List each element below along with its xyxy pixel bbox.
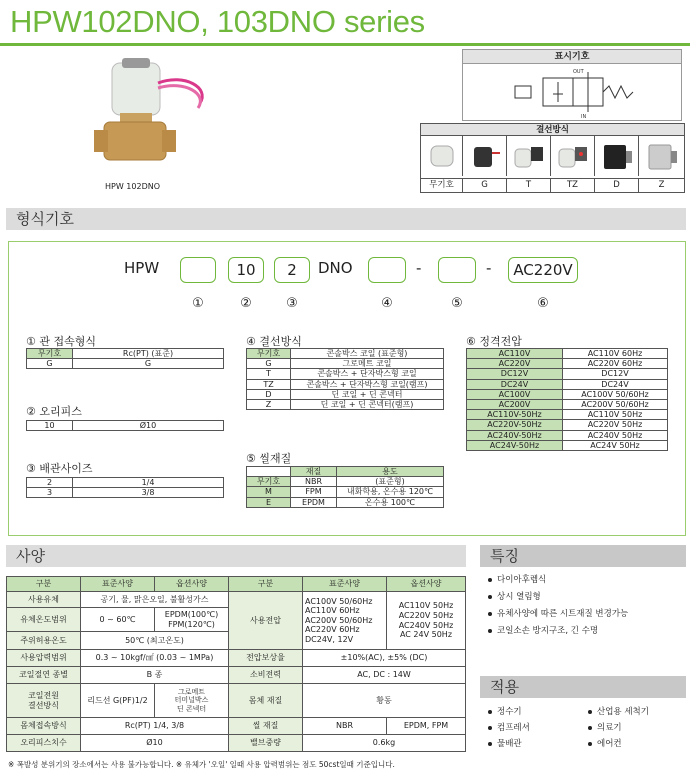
spec-voltage-std-2: AC110V 60Hz [305,606,360,616]
t6-r10c1: AC24V-50Hz [467,440,563,450]
coil-label-z: Z [658,180,665,190]
t1-h2: Rc(PT) (표준) [73,349,224,359]
t4-r3c1: T [247,369,291,379]
spec-r6-label-1: 코일전원 [28,690,59,700]
symbol-out-label: OUT [573,69,584,75]
app-item: 정수기 [488,704,584,720]
title-divider [0,43,690,46]
t4-r3c2: 콘솔박스 + 단자박스형 코일 [291,369,444,379]
feature-item: 유체사양에 따른 시트재질 변경가능 [488,606,684,623]
t5-r3c2: EPDM [291,497,337,507]
t1-c2: G [73,359,224,369]
spec-title: 사양 [16,547,45,565]
coil-image-d [595,136,639,176]
code-num-6: ⑥ [537,296,549,311]
spec-banner [6,545,466,567]
spec-h2: 표준사양 [81,577,155,592]
t4-r6c2: 딘 코일 + 딘 콘넥터(램프) [291,399,444,409]
coil-image-z [639,136,684,176]
coil-image-t [507,136,551,176]
feature-item: 상시 열림형 [488,589,684,606]
t6-r5c1: AC100V [467,389,563,399]
t2-c1: 10 [27,421,73,431]
t4-r6c1: Z [247,399,291,409]
spec-r8-label2: 밸브중량 [229,735,303,752]
code-box-1 [180,257,216,283]
t5-r1c1: 무기호 [247,477,291,487]
apps-list-left [488,704,584,752]
t6-r2c2: AC220V 60Hz [563,359,668,369]
t5-title: ⑤ 씰재질 [246,452,292,465]
coil-image-standard [421,136,463,176]
spec-voltage-opt-4: AC 24V 50Hz [399,630,453,640]
coil-label-g: G [463,179,507,192]
feature-item: 코일소손 방지구조, 긴 수명 [488,623,684,640]
code-box-3: 2 [274,257,310,283]
spec-r2-opt-2: FPM(120℃) [168,619,215,629]
t3-r2c2: 3/8 [73,488,224,498]
t6-r1c2: AC110V 60Hz [563,349,668,359]
t1-c1: G [27,359,73,369]
t1-title: ① 관 접속형식 [26,335,96,348]
t2-c2: Ø10 [73,421,224,431]
t5-table [246,466,444,508]
apps-title: 적용 [490,678,519,696]
spec-r1-value: 공기, 물, 맑은오일, 불활성가스 [81,592,229,608]
spec-r7-value: Rc(PT) 1/4, 3/8 [81,718,229,735]
t5-r2c1: M [247,487,291,497]
spec-voltage-opt-2: AC220V 50Hz [398,610,454,620]
features-title: 특징 [490,547,519,565]
t6-r8c2: AC220V 50Hz [563,420,668,430]
t5-h2: 용도 [337,467,444,477]
spec-table [6,576,466,752]
spec-r5-value: B 종 [81,667,229,684]
t3-r1c1: 2 [27,478,73,488]
apps-list-right [588,704,684,752]
t1-table [26,348,224,369]
spec-r6-label-2: 결선방식 [28,700,59,710]
t4-r4c2: 콘솔박스 + 단자박스형 코일(램프) [291,379,444,389]
t6-r4c1: DC24V [467,379,563,389]
app-item: 의료기 [588,720,684,736]
spec-voltage-std-4: AC220V 60Hz [305,625,360,635]
t4-r4c1: TZ [247,379,291,389]
coil-type-panel [420,123,685,193]
app-item: 에어컨 [588,736,684,752]
t4-r5c2: 딘 코일 + 딘 콘넥터 [291,389,444,399]
spec-r1-label: 사용유체 [7,592,81,608]
spec-r8-value: Ø10 [81,735,229,752]
features-banner [480,545,686,567]
t5-r3c3: 온수용 100℃ [337,497,444,507]
spec-h1: 구분 [7,577,81,592]
t4-table [246,348,444,410]
t6-r3c2: DC12V [563,369,668,379]
t4-r1c2: 콘솔박스 코일 (표준형) [291,349,444,359]
t2-title: ② 오리피스 [26,405,82,418]
spec-voltage-opt-3: AC240V 50Hz [398,620,454,630]
spec-h3: 옵션사양 [155,577,229,592]
app-item: 산업용 세척기 [588,704,684,720]
t6-r7c1: AC110V-50Hz [467,410,563,420]
spec-h5: 표준사양 [303,577,387,592]
code-box-6: AC220V [508,257,578,283]
t4-r2c1: G [247,359,291,369]
spec-voltage-label: 사용전압 [229,592,303,650]
spec-r4-label: 사용압력범위 [7,650,81,667]
spec-r2-std: 0 ~ 60℃ [81,608,155,632]
spec-r6-value2: 황동 [303,684,466,718]
spec-r3-value: 50℃ (최고온도) [81,632,229,650]
t6-r1c1: AC110V [467,349,563,359]
apps-banner [480,676,686,698]
coil-image-tz [551,136,595,176]
spec-r7-label: 몸체접속방식 [7,718,81,735]
spec-r6-opt-3: 딘 콘넥터 [176,704,207,713]
t6-r9c1: AC240V-50Hz [467,430,563,440]
spec-r3-label: 주위허용온도 [7,632,81,650]
model-section-banner [6,208,686,230]
spec-h4: 구분 [229,577,303,592]
spec-r5-value2: AC, DC : 14W [303,667,466,684]
t5-r1c3: (표준형) [337,477,444,487]
spec-r4-value2: ±10%(AC), ±5% (DC) [303,650,466,667]
t6-r2c1: AC220V [467,359,563,369]
code-prefix: HPW [124,259,160,277]
spec-r2-label: 유체온도범위 [7,608,81,632]
t6-r5c2: AC100V 50/60Hz [563,389,668,399]
t6-r7c2: AC110V 50Hz [563,410,668,420]
spec-r5-label: 코일절연 종별 [7,667,81,684]
spec-r4-value: 0.3 ~ 10kgf/㎠ (0.03 ~ 1MPa) [81,650,229,667]
symbol-panel [462,49,682,121]
app-item: 물배관 [488,736,584,752]
product-image [90,58,210,183]
spec-r7-opt: EPDM, FPM [387,718,466,735]
t5-r2c2: FPM [291,487,337,497]
code-dash-1: - [416,259,422,277]
t4-r2c2: 그로메트 코일 [291,359,444,369]
code-mid: DNO [318,259,353,277]
code-num-5: ⑤ [451,296,463,311]
spec-r6-label2: 몸체 재질 [229,684,303,718]
spec-r7-std: NBR [303,718,387,735]
t5-r2c3: 내화학용, 온수용 120℃ [337,487,444,497]
t6-r8c1: AC220V-50Hz [467,420,563,430]
model-section-title: 형식기호 [16,210,74,228]
spec-voltage-std-3: AC200V 50/60Hz [305,615,373,625]
spec-r8-label: 오리피스치수 [7,735,81,752]
spec-r6-std: 리드선 G(PF)1/2 [81,684,155,718]
t3-r2c1: 3 [27,488,73,498]
t4-title: ④ 결선방식 [246,335,302,348]
t3-title: ③ 배관사이즈 [26,462,93,475]
t6-r6c1: AC200V [467,399,563,409]
code-num-2: ② [240,296,252,311]
feature-item: 다이아후렘식 [488,572,684,589]
app-item: 컴프레셔 [488,720,584,736]
spec-r6-opt-1: 그로메트 [177,687,206,696]
coil-label-tz: TZ [551,179,595,192]
code-num-4: ④ [381,296,393,311]
t6-r4c2: DC24V [563,379,668,389]
spec-r4-label2: 전압보상율 [229,650,303,667]
t6-r3c1: DC12V [467,369,563,379]
t5-r1c2: NBR [291,477,337,487]
code-dash-2: - [486,259,492,277]
spec-r7-label2: 씰 재질 [229,718,303,735]
coil-label-d: D [595,179,639,192]
spec-r5-label2: 소비전력 [229,667,303,684]
symbol-in-label: IN [581,114,587,120]
code-box-4 [368,257,406,283]
t6-r10c2: AC24V 50Hz [563,440,668,450]
t5-h1: 재질 [291,467,337,477]
spec-h6: 옵션사양 [387,577,466,592]
t6-table [466,348,668,451]
spec-r8-value2: 0.6kg [303,735,466,752]
spec-voltage-opt-1: AC110V 50Hz [398,601,454,611]
spec-r6-opt-2: 터미널박스 [174,696,209,705]
spec-voltage-std-5: DC24V, 12V [305,634,354,644]
code-box-5 [438,257,476,283]
valve-symbol-icon [463,64,681,120]
t5-r3c1: E [247,497,291,507]
t2-table [26,420,224,431]
coil-label-t: T [507,179,551,192]
coil-label-standard: 무기호 [421,179,463,192]
coil-image-g [463,136,507,176]
symbol-header: 표시기호 [463,50,681,64]
footnote: ※ 폭발성 분위기의 장소에서는 사용 불가능합니다. ※ 유체가 '오일' 일때 사용 압력범위는 점도 50cst일때 기준입니다. [8,760,395,769]
code-num-3: ③ [286,296,298,311]
code-num-1: ① [192,296,204,311]
product-caption: HPW 102DNO [105,182,161,191]
t1-h1: 무기호 [27,349,73,359]
features-list [488,572,684,640]
spec-r2-opt-1: EPDM(100℃) [164,609,219,619]
code-box-2: 10 [228,257,264,283]
t4-r1c1: 무기호 [247,349,291,359]
coil-header: 결선방식 [421,124,684,136]
t3-r1c2: 1/4 [73,478,224,488]
t6-r9c2: AC240V 50Hz [563,430,668,440]
spec-voltage-std-1: AC100V 50/60Hz [305,596,373,606]
page-title: HPW102DNO, 103DNO series [10,4,425,39]
t3-table [26,477,224,498]
t6-title: ⑥ 정격전압 [466,335,522,348]
t4-r5c1: D [247,389,291,399]
t6-r6c2: AC200V 50/60Hz [563,399,668,409]
